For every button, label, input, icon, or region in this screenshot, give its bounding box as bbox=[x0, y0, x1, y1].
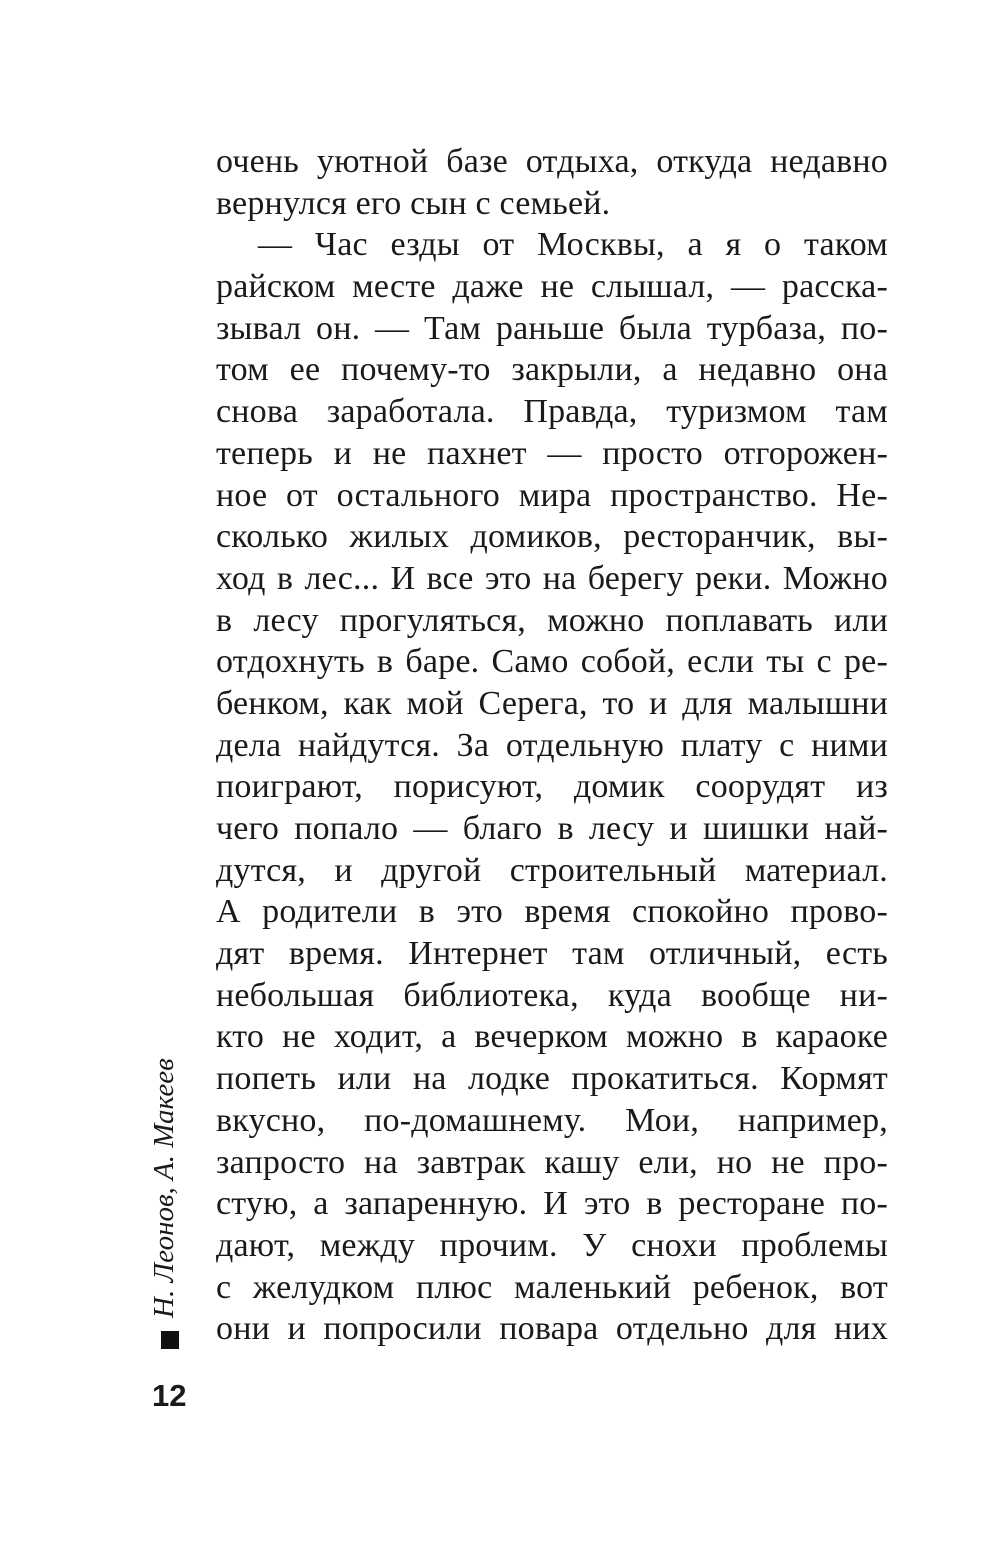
text-line: дела найдутся. За отдельную плату с ними bbox=[216, 726, 888, 764]
text-line: поиграют, порисуют, домик соорудят из bbox=[216, 768, 888, 806]
text-line: райском месте даже не слышал, — расска- bbox=[216, 268, 888, 306]
page-number: 12 bbox=[152, 1378, 187, 1413]
text-line: в лесу прогуляться, можно поплавать или bbox=[216, 601, 888, 639]
text-line: отдохнуть в баре. Само собой, если ты с ре- bbox=[216, 643, 888, 681]
text-line: дутся, и другой строительный материал. bbox=[216, 851, 888, 889]
text-line: А родители в это время спокойно прово- bbox=[216, 893, 888, 931]
text-line: кто не ходит, а вечерком можно в караоке bbox=[216, 1018, 888, 1056]
text-line: дают, между прочим. У снохи проблемы bbox=[216, 1226, 888, 1264]
text-line: очень уютной базе отдыха, откуда недавно bbox=[216, 143, 888, 180]
text-line: запросто на завтрак кашу ели, но не про- bbox=[216, 1143, 888, 1181]
text-line: бенком, как мой Серега, то и для малышни bbox=[216, 684, 888, 722]
text-line: чего попало — благо в лесу и шишки най- bbox=[216, 810, 888, 847]
text-line: дят время. Интернет там отличный, есть bbox=[216, 935, 888, 973]
running-head-authors: Н. Леонов, А. Макеев bbox=[148, 1058, 180, 1318]
text-line: том ее почему-то закрыли, а недавно она bbox=[216, 351, 888, 389]
text-line: вернулся его сын с семьей. bbox=[216, 184, 611, 222]
text-line: попеть или на лодке прокатиться. Кормят bbox=[216, 1060, 888, 1098]
text-line: снова заработала. Правда, туризмом там bbox=[216, 393, 888, 431]
text-line: небольшая библиотека, куда вообще ни- bbox=[216, 976, 888, 1014]
square-marker-icon bbox=[161, 1331, 179, 1349]
text-line: вкусно, по-домашнему. Мои, например, bbox=[216, 1101, 888, 1139]
text-line: теперь и не пахнет — просто отгорожен- bbox=[216, 434, 888, 472]
text-line: сколько жилых домиков, ресторанчик, вы- bbox=[216, 518, 888, 556]
text-line: они и попросили повара отдельно для них bbox=[216, 1310, 888, 1348]
text-line: — Час езды от Москвы, а я о таком bbox=[258, 226, 888, 264]
text-line: ход в лес... И все это на берегу реки. Можно bbox=[216, 559, 888, 597]
text-line: зывал он. — Там раньше была турбаза, по- bbox=[216, 309, 888, 347]
text-line: стую, а запаренную. И это в ресторане по- bbox=[216, 1185, 888, 1223]
body-text bbox=[216, 141, 888, 1350]
text-line: с желудком плюс маленький ребенок, вот bbox=[216, 1268, 888, 1306]
text-line: ное от остального мира пространство. Не- bbox=[216, 476, 888, 514]
